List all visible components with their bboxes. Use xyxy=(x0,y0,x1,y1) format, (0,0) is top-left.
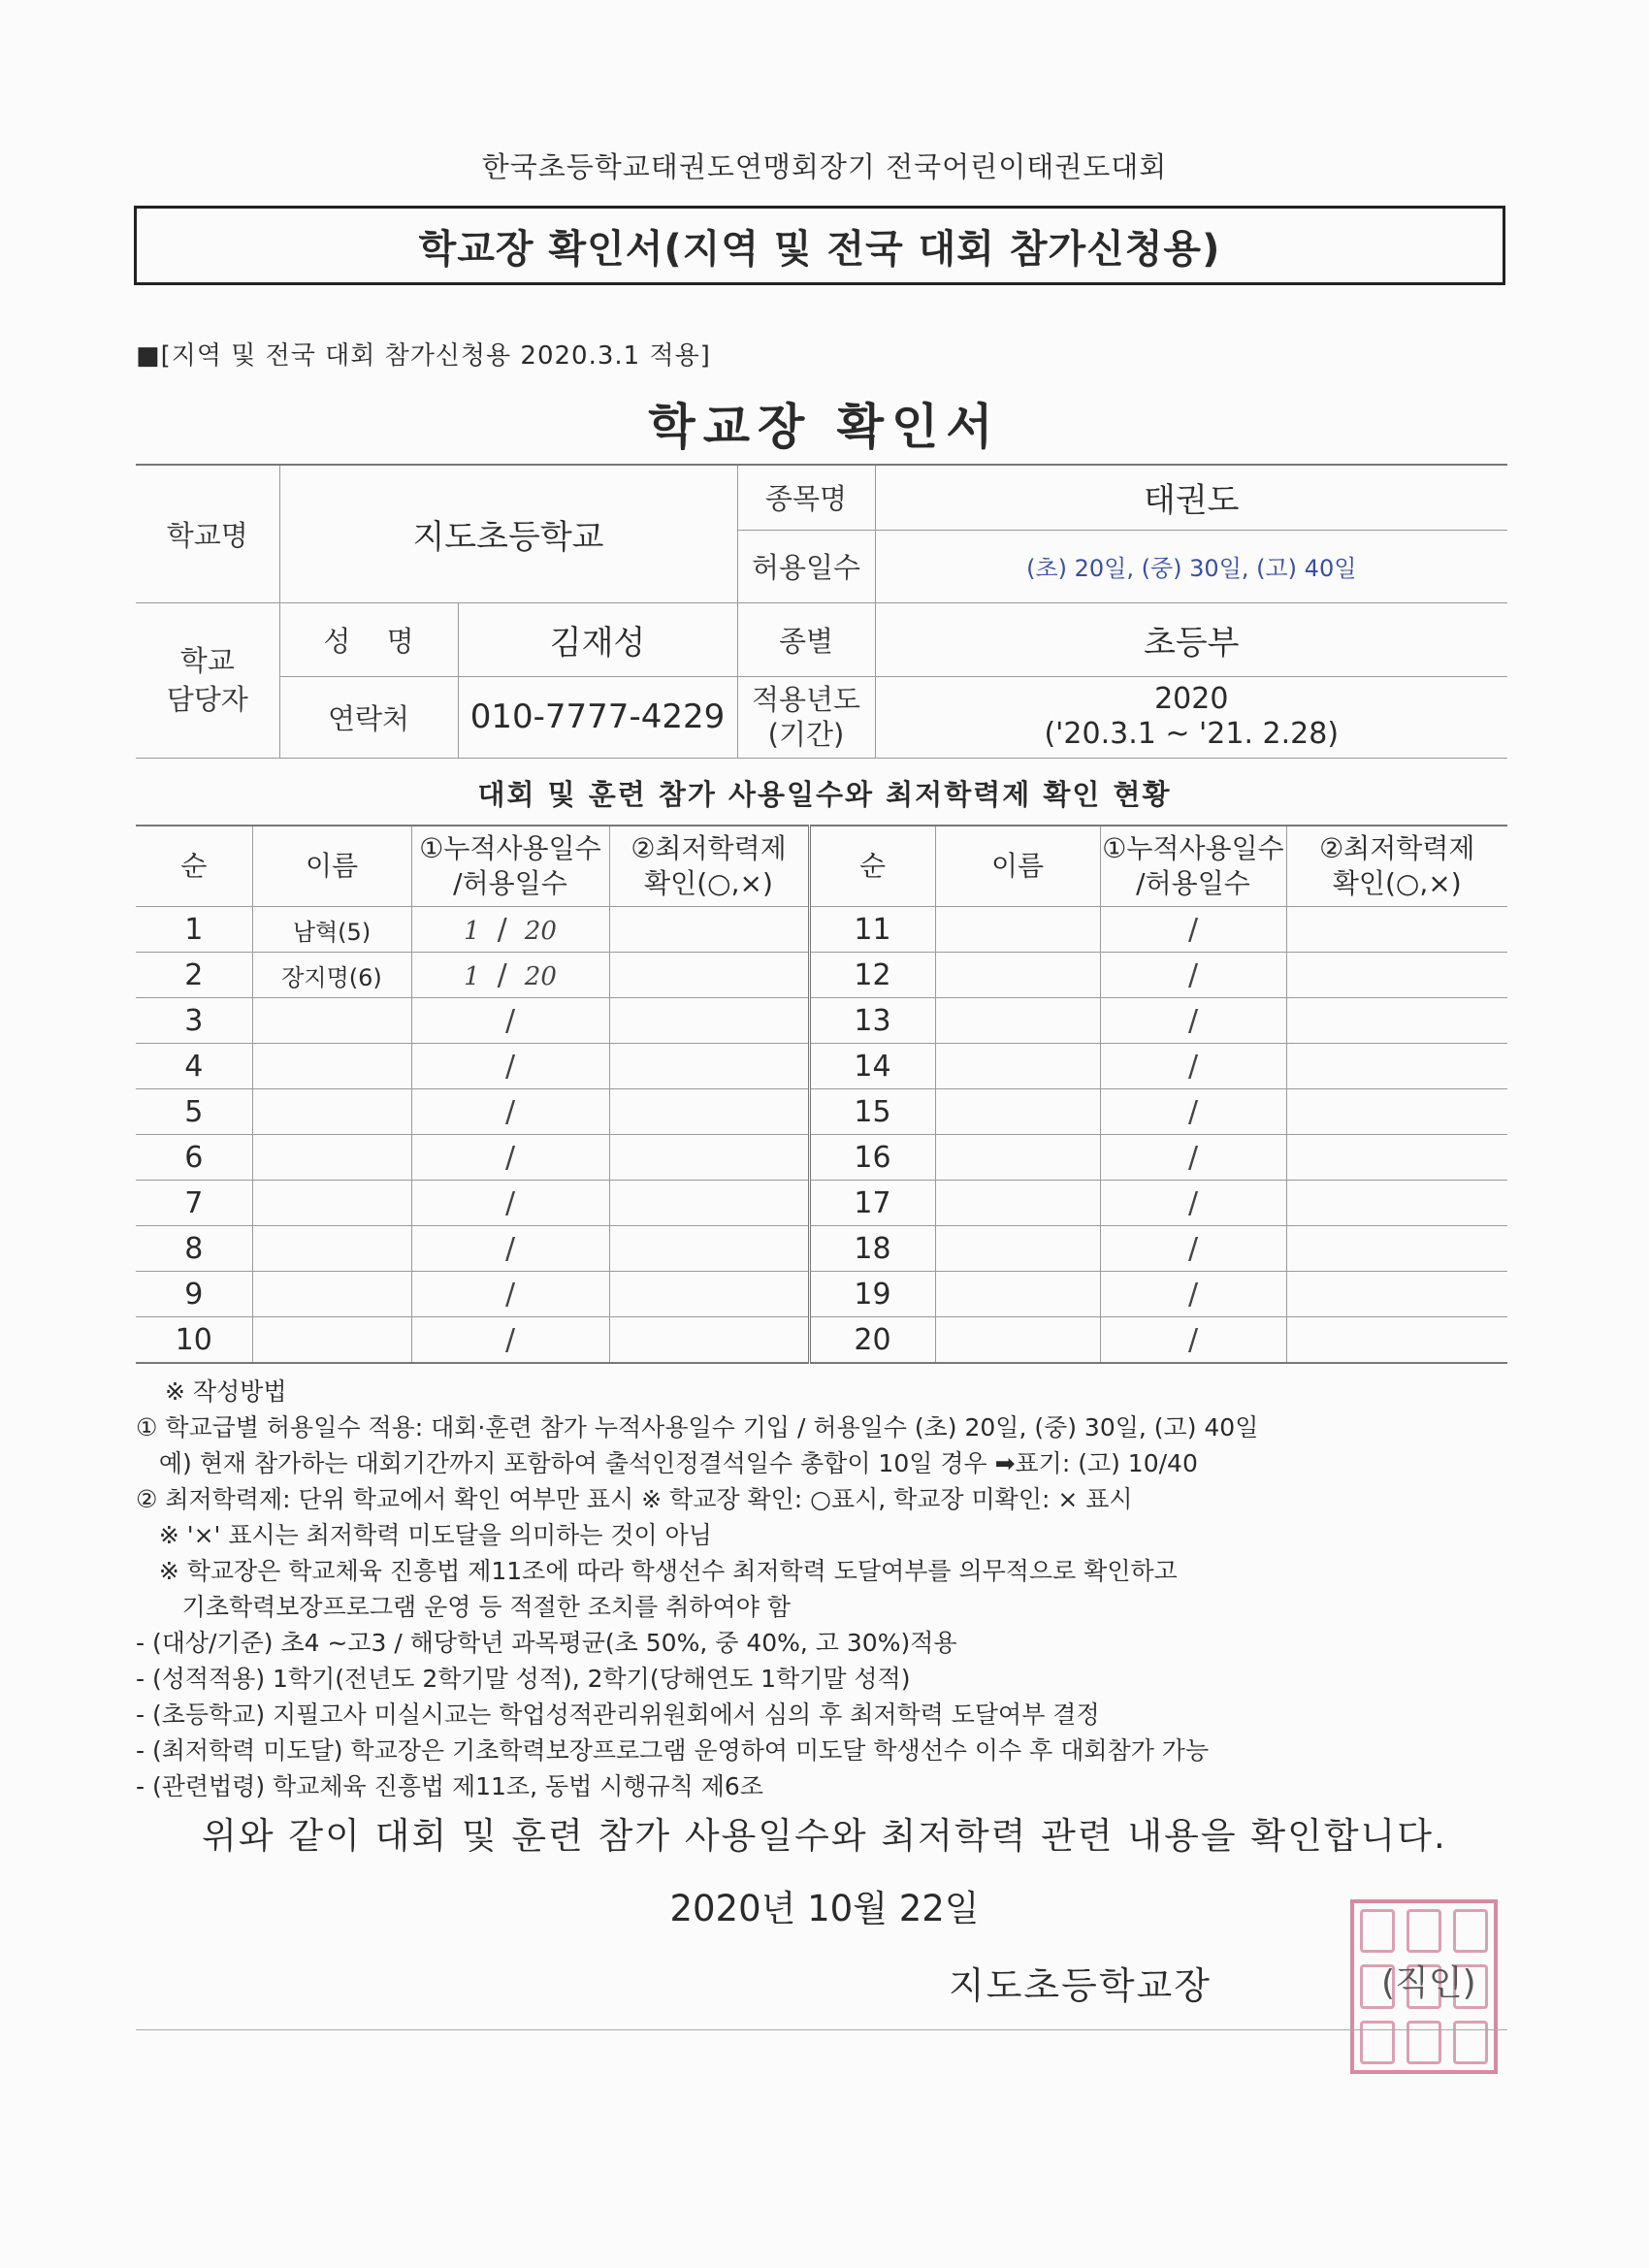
row-check xyxy=(609,1317,809,1364)
instruction-line: ① 학교급별 허용일수 적용: 대회·훈련 참가 누적사용일수 기입 / 허용일수 (초) 20일, (중) 30일, (고) 40일 xyxy=(136,1413,1259,1442)
row-days-right: / xyxy=(1100,907,1286,953)
row-days-right: / xyxy=(1100,998,1286,1044)
allowed-days: 20 xyxy=(524,961,557,991)
row-days: / xyxy=(411,1135,609,1181)
row-no: 1 xyxy=(136,907,252,953)
row-name: 장지명(6) xyxy=(252,953,411,998)
row-name xyxy=(252,998,411,1044)
col-days-line1-right: ①누적사용일수 xyxy=(1102,832,1284,864)
row-no-right: 11 xyxy=(809,907,935,953)
row-no: 8 xyxy=(136,1226,252,1272)
used-days: 1 xyxy=(464,916,480,946)
table-row xyxy=(136,953,1507,998)
row-name-right xyxy=(935,998,1100,1044)
row-name-right xyxy=(935,1317,1100,1364)
col-days-header-right xyxy=(1100,826,1286,907)
year-label-line2: (기간) xyxy=(767,718,845,751)
row-name xyxy=(252,1272,411,1317)
row-no-right: 17 xyxy=(809,1181,935,1226)
row-no: 10 xyxy=(136,1317,252,1364)
allowed-days-label: 허용일수 xyxy=(737,530,875,602)
used-days: 1 xyxy=(464,961,480,991)
table-row xyxy=(136,1181,1507,1226)
row-check-right xyxy=(1286,1317,1507,1364)
row-days xyxy=(411,907,609,953)
row-name xyxy=(252,1044,411,1089)
col-check-line2-right: 확인(○,×) xyxy=(1332,867,1462,899)
row-no: 7 xyxy=(136,1181,252,1226)
contact-value: 010-7777-4229 xyxy=(458,676,737,758)
row-days-right: / xyxy=(1100,1044,1286,1089)
allowed-days-value: (초) 20일, (중) 30일, (고) 40일 xyxy=(875,530,1507,602)
row-name-right xyxy=(935,1089,1100,1135)
row-days: / xyxy=(411,1181,609,1226)
table-row xyxy=(136,1317,1507,1364)
row-check xyxy=(609,1181,809,1226)
contact-label: 연락처 xyxy=(279,676,458,758)
col-check-line2: 확인(○,×) xyxy=(644,867,773,899)
col-days-line2: /허용일수 xyxy=(453,867,567,899)
row-check xyxy=(609,953,809,998)
form-title-box xyxy=(134,206,1505,285)
col-check-line1-right: ②최저학력제 xyxy=(1319,832,1475,864)
instruction-line: ② 최저학력제: 단위 학교에서 확인 여부만 표시 ※ 학교장 확인: ○표시, 학교장 미확인: × 표시 xyxy=(136,1485,1133,1513)
row-name xyxy=(252,1135,411,1181)
row-name-right xyxy=(935,1226,1100,1272)
instruction-line: - (초등학교) 지필고사 미실시교는 학업성적관리위원회에서 심의 후 최저학력 도달여부 결정 xyxy=(136,1701,1100,1729)
row-no-right: 19 xyxy=(809,1272,935,1317)
instructions-lines xyxy=(136,1409,1513,1804)
usage-title: 대회 및 훈련 참가 사용일수와 최저학력제 확인 현황 xyxy=(477,778,1172,811)
school-value: 지도초등학교 xyxy=(279,465,737,602)
row-days: / xyxy=(411,1272,609,1317)
row-check xyxy=(609,1272,809,1317)
col-check-header xyxy=(609,826,809,907)
table-row xyxy=(136,907,1507,953)
row-days: / xyxy=(411,1226,609,1272)
row-no-right: 15 xyxy=(809,1089,935,1135)
row-no-right: 13 xyxy=(809,998,935,1044)
row-name-right xyxy=(935,1135,1100,1181)
instructions-heading: ※ 작성방법 xyxy=(165,1377,287,1406)
row-check-right xyxy=(1286,1226,1507,1272)
usage-table xyxy=(136,825,1507,1364)
col-days-line2-right: /허용일수 xyxy=(1136,867,1250,899)
row-check-right xyxy=(1286,1272,1507,1317)
instruction-line: - (관련법령) 학교체육 진흥법 제11조, 동법 시행규칙 제6조 xyxy=(136,1772,763,1800)
row-days-right: / xyxy=(1100,1089,1286,1135)
row-days xyxy=(411,953,609,998)
col-days-header xyxy=(411,826,609,907)
row-check-right xyxy=(1286,1181,1507,1226)
instruction-line: ※ 학교장은 학교체육 진흥법 제11조에 따라 학생선수 최저학력 도달여부를 의무적으로 확인하고 xyxy=(136,1557,1178,1585)
applied-note: ■[지역 및 전국 대회 참가신청용 2020.3.1 적용] xyxy=(136,341,711,371)
table-row xyxy=(136,1089,1507,1135)
division-value: 초등부 xyxy=(875,602,1507,676)
period-value: ('20.3.1 ~ '21. 2.28) xyxy=(1044,717,1340,751)
row-check-right xyxy=(1286,907,1507,953)
table-row xyxy=(136,1135,1507,1181)
event-label: 종목명 xyxy=(737,465,875,530)
instruction-line: - (대상/기준) 초4 ~고3 / 해당학년 과목평균(초 50%, 중 40%, 고 30%)적용 xyxy=(136,1629,957,1657)
instruction-line: - (최저학력 미도달) 학교장은 기초학력보장프로그램 운영하여 미도달 학생선수 이수 후 대회참가 가능 xyxy=(136,1736,1210,1765)
col-no-header: 순 xyxy=(136,826,252,907)
school-head: 지도초등학교장 xyxy=(949,1964,1212,2007)
row-name xyxy=(252,1181,411,1226)
row-days-right: / xyxy=(1100,1226,1286,1272)
row-check xyxy=(609,1089,809,1135)
instructions xyxy=(136,1374,1513,1804)
row-days: / xyxy=(411,1044,609,1089)
row-check-right xyxy=(1286,998,1507,1044)
row-check-right xyxy=(1286,1089,1507,1135)
row-name xyxy=(252,1089,411,1135)
row-no: 6 xyxy=(136,1135,252,1181)
slash: / xyxy=(497,957,507,992)
table-row xyxy=(136,1226,1507,1272)
row-name xyxy=(252,1226,411,1272)
col-name-header: 이름 xyxy=(252,826,411,907)
instruction-line: 예) 현재 참가하는 대회기간까지 포함하여 출석인정결석일수 총합이 10일 경우 ➡표기: (고) 10/40 xyxy=(136,1449,1198,1477)
allowed-days: 20 xyxy=(524,916,557,946)
row-days-right: / xyxy=(1100,1135,1286,1181)
instruction-line: 기초학력보장프로그램 운영 등 적절한 조치를 취하여야 함 xyxy=(136,1593,791,1621)
row-days-right: / xyxy=(1100,1317,1286,1364)
row-check xyxy=(609,1044,809,1089)
row-no-right: 14 xyxy=(809,1044,935,1089)
info-table xyxy=(136,464,1507,759)
name-value: 김재성 xyxy=(458,602,737,676)
row-name-right xyxy=(935,1044,1100,1089)
row-days-right: / xyxy=(1100,953,1286,998)
year-label xyxy=(737,676,875,758)
row-no: 2 xyxy=(136,953,252,998)
organization-line: 한국초등학교태권도연맹회장기 전국어린이태권도대회 xyxy=(481,150,1168,183)
year-value-cell xyxy=(875,676,1507,758)
row-name xyxy=(252,1317,411,1364)
table-row xyxy=(136,1044,1507,1089)
confirm-statement: 위와 같이 대회 및 훈련 참가 사용일수와 최저학력 관련 내용을 확인합니다. xyxy=(202,1815,1447,1857)
manager-label: 학교 담당자 xyxy=(136,602,279,758)
row-no: 4 xyxy=(136,1044,252,1089)
row-check xyxy=(609,1135,809,1181)
row-no: 5 xyxy=(136,1089,252,1135)
col-no-header-right: 순 xyxy=(809,826,935,907)
row-no: 3 xyxy=(136,998,252,1044)
col-check-line1: ②최저학력제 xyxy=(630,832,787,864)
row-check-right xyxy=(1286,953,1507,998)
slash: / xyxy=(497,912,507,947)
row-no: 9 xyxy=(136,1272,252,1317)
row-no-right: 16 xyxy=(809,1135,935,1181)
row-name: 남혁(5) xyxy=(252,907,411,953)
row-name-right xyxy=(935,1272,1100,1317)
division-label: 종별 xyxy=(737,602,875,676)
seal-label: (직인) xyxy=(1381,1963,1476,2003)
form-title: 학교장 확인서(지역 및 전국 대회 참가신청용) xyxy=(418,226,1221,272)
row-check xyxy=(609,1226,809,1272)
issue-date: 2020년 10월 22일 xyxy=(669,1888,980,1929)
row-check-right xyxy=(1286,1135,1507,1181)
name-label: 성 명 xyxy=(279,602,458,676)
doc-title: 학교장 확인서 xyxy=(648,399,1001,455)
row-no-right: 20 xyxy=(809,1317,935,1364)
row-check xyxy=(609,998,809,1044)
row-name-right xyxy=(935,1181,1100,1226)
year-label-line1: 적용년도 xyxy=(751,683,861,716)
row-check xyxy=(609,907,809,953)
school-label: 학교명 xyxy=(136,465,279,602)
instruction-line: - (성적적용) 1학기(전년도 2학기말 성적), 2학기(당해연도 1학기말 성적) xyxy=(136,1665,911,1693)
row-days: / xyxy=(411,1317,609,1364)
row-days: / xyxy=(411,1089,609,1135)
row-check-right xyxy=(1286,1044,1507,1089)
table-row xyxy=(136,998,1507,1044)
row-days-right: / xyxy=(1100,1272,1286,1317)
row-no-right: 12 xyxy=(809,953,935,998)
row-name-right xyxy=(935,907,1100,953)
row-days: / xyxy=(411,998,609,1044)
col-days-line1: ①누적사용일수 xyxy=(419,832,601,864)
event-value: 태권도 xyxy=(875,465,1507,530)
table-row xyxy=(136,1272,1507,1317)
col-check-header-right xyxy=(1286,826,1507,907)
row-no-right: 18 xyxy=(809,1226,935,1272)
year-value: 2020 xyxy=(1154,682,1229,716)
col-name-header-right: 이름 xyxy=(935,826,1100,907)
row-name-right xyxy=(935,953,1100,998)
row-days-right: / xyxy=(1100,1181,1286,1226)
instruction-line: ※ '×' 표시는 최저학력 미도달을 의미하는 것이 아님 xyxy=(136,1521,712,1549)
bottom-divider xyxy=(136,2029,1507,2030)
